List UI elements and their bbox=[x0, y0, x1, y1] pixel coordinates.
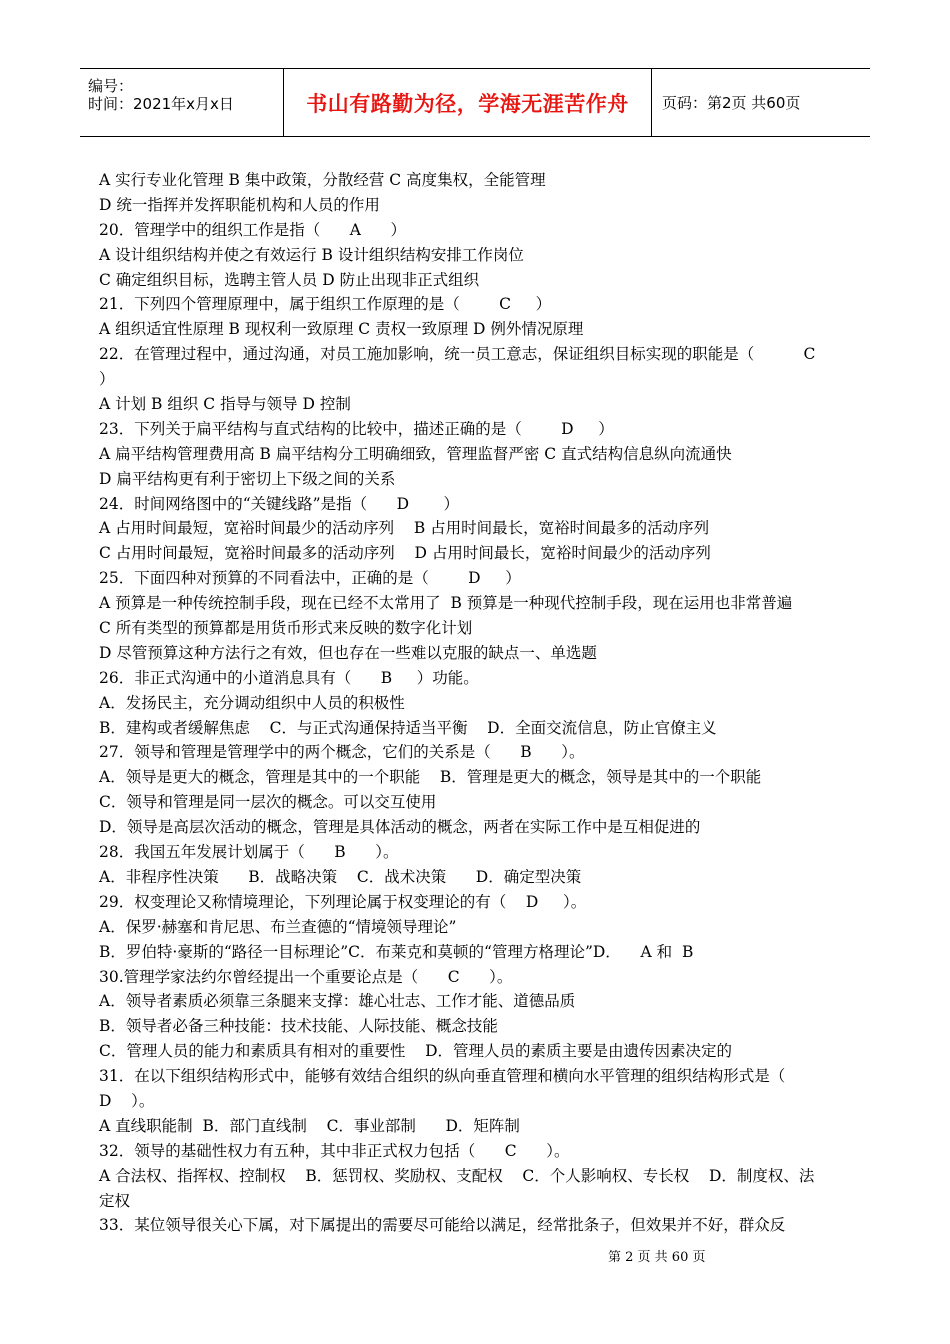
text-line: A．领导者素质必须靠三条腿来支撑：雄心壮志、工作才能、道德品质 bbox=[99, 992, 576, 1011]
text-line: D．领导是高层次活动的概念，管理是具体活动的概念，两者在实际工作中是互相促进的 bbox=[99, 818, 701, 837]
text-line: 24．时间网络图中的“关键线路”是指（ D ） bbox=[99, 494, 460, 513]
text-line: A．非程序性决策 B．战略决策 C．战术决策 D．确定型决策 bbox=[99, 867, 582, 886]
text-line: 22．在管理过程中，通过沟通，对员工施加影响，统一员工意志，保证组织目标实现的职能是（ C bbox=[99, 345, 816, 364]
text-line: 32．领导的基础性权力有五种，其中非正式权力包括（ C ）。 bbox=[99, 1141, 570, 1160]
text-line: C．领导和管理是同一层次的概念。可以交互使用 bbox=[99, 793, 437, 812]
text-line: A 合法权、指挥权、控制权 B．惩罚权、奖励权、支配权 C．个人影响权、专长权 D．制度权、法 bbox=[99, 1166, 815, 1185]
text-line: 25．下面四种对预算的不同看法中，正确的是（ D ） bbox=[99, 569, 521, 588]
text-line: A 计划 B 组织 C 指导与领导 D 控制 bbox=[99, 395, 351, 414]
text-line: A 组织适宜性原理 B 现权利一致原理 C 责权一致原理 D 例外情况原理 bbox=[99, 320, 584, 339]
text-line: D 尽管预算这种方法行之有效，但也存在一些难以克服的缺点一、单选题 bbox=[99, 643, 597, 662]
text-line: C 占用时间最短，宽裕时间最多的活动序列 D 占用时间最长，宽裕时间最少的活动序列 bbox=[99, 544, 711, 563]
text-line: A 扁平结构管理费用高 B 扁平结构分工明确细致，管理监督严密 C 直式结构信息纵向流通快 bbox=[99, 444, 732, 463]
text-line: 27．领导和管理是管理学中的两个概念，它们的关系是（ B ）。 bbox=[99, 743, 585, 762]
text-line: 20．管理学中的组织工作是指（ A ） bbox=[99, 220, 407, 239]
text-line: A 直线职能制 B．部门直线制 C．事业部制 D．矩阵制 bbox=[99, 1116, 520, 1135]
text-line: 定权 bbox=[99, 1191, 131, 1210]
text-line: A 占用时间最短，宽裕时间最少的活动序列 B 占用时间最长，宽裕时间最多的活动序列 bbox=[99, 519, 710, 538]
text-line: 31．在以下组织结构形式中，能够有效结合组织的纵向垂直管理和横向水平管理的组织结构形式是（ bbox=[99, 1067, 786, 1086]
text-line: D ）。 bbox=[99, 1091, 155, 1110]
text-line: 30.管理学家法约尔曾经提出一个重要论点是（ C ）。 bbox=[99, 967, 513, 986]
text-line: B．领导者必备三种技能：技术技能、人际技能、概念技能 bbox=[99, 1017, 498, 1036]
text-line: 33．某位领导很关心下属，对下属提出的需要尽可能给以满足，经常批条子，但效果并不好，群众反 bbox=[99, 1216, 786, 1235]
text-line: A 预算是一种传统控制手段，现在已经不太常用了 B 预算是一种现代控制手段，现在运用也非常普遍 bbox=[99, 594, 793, 613]
text-line: 29．权变理论又称情境理论，下列理论属于权变理论的有（ D ）。 bbox=[99, 892, 587, 911]
text-line: B．建构或者缓解焦虑 C．与正式沟通保持适当平衡 D．全面交流信息，防止官僚主义 bbox=[99, 718, 717, 737]
page-header bbox=[80, 68, 870, 137]
text-line: A．保罗·赫塞和肯尼思、布兰查德的“情境领导理论” bbox=[99, 917, 457, 936]
document-number-label: 编号： bbox=[88, 77, 134, 95]
text-line: A 实行专业化管理 B 集中政策，分散经营 C 高度集权，全能管理 bbox=[99, 171, 546, 189]
text-line: ） bbox=[99, 370, 115, 389]
text-line: 26．非正式沟通中的小道消息具有（ B ）功能。 bbox=[99, 668, 479, 687]
text-line: 28．我国五年发展计划属于（ B ）。 bbox=[99, 843, 399, 862]
text-line: C．管理人员的能力和素质具有相对的重要性 D．管理人员的素质主要是由遗传因素决定的 bbox=[99, 1042, 732, 1061]
header-motto-cell bbox=[284, 69, 652, 136]
header-page-info bbox=[652, 69, 870, 136]
document-time-label: 时间：2021年x月x日 bbox=[88, 95, 234, 113]
page-footer: 第 2 页 共 60 页 bbox=[608, 1250, 706, 1265]
text-line: D 统一指挥并发挥职能机构和人员的作用 bbox=[99, 195, 380, 214]
page-info-text: 页码：第2页 共60页 bbox=[662, 94, 801, 112]
text-line: C 所有类型的预算都是用货币形式来反映的数字化计划 bbox=[99, 619, 473, 638]
header-motto: 书山有路勤为径，学海无涯苦作舟 bbox=[306, 91, 629, 116]
document-body bbox=[99, 168, 855, 1238]
text-line: C 确定组织目标，选聘主管人员 D 防止出现非正式组织 bbox=[99, 270, 480, 289]
text-line: A．领导是更大的概念，管理是其中的一个职能 B．管理是更大的概念，领导是其中的一个职能 bbox=[99, 768, 762, 787]
text-line: A 设计组织结构并使之有效运行 B 设计组织结构安排工作岗位 bbox=[99, 245, 524, 264]
text-line: B．罗伯特·豪斯的“路径一目标理论”C．布莱克和莫顿的“管理方格理论”D． A 和 B bbox=[99, 942, 694, 961]
header-meta bbox=[80, 69, 284, 136]
text-line: A．发扬民主，充分调动组织中人员的积极性 bbox=[99, 693, 405, 712]
text-line: 21．下列四个管理原理中，属于组织工作原理的是（ C ） bbox=[99, 295, 552, 314]
text-line: D 扁平结构更有利于密切上下级之间的关系 bbox=[99, 469, 396, 488]
text-line: 23．下列关于扁平结构与直式结构的比较中，描述正确的是（ D ） bbox=[99, 419, 614, 438]
